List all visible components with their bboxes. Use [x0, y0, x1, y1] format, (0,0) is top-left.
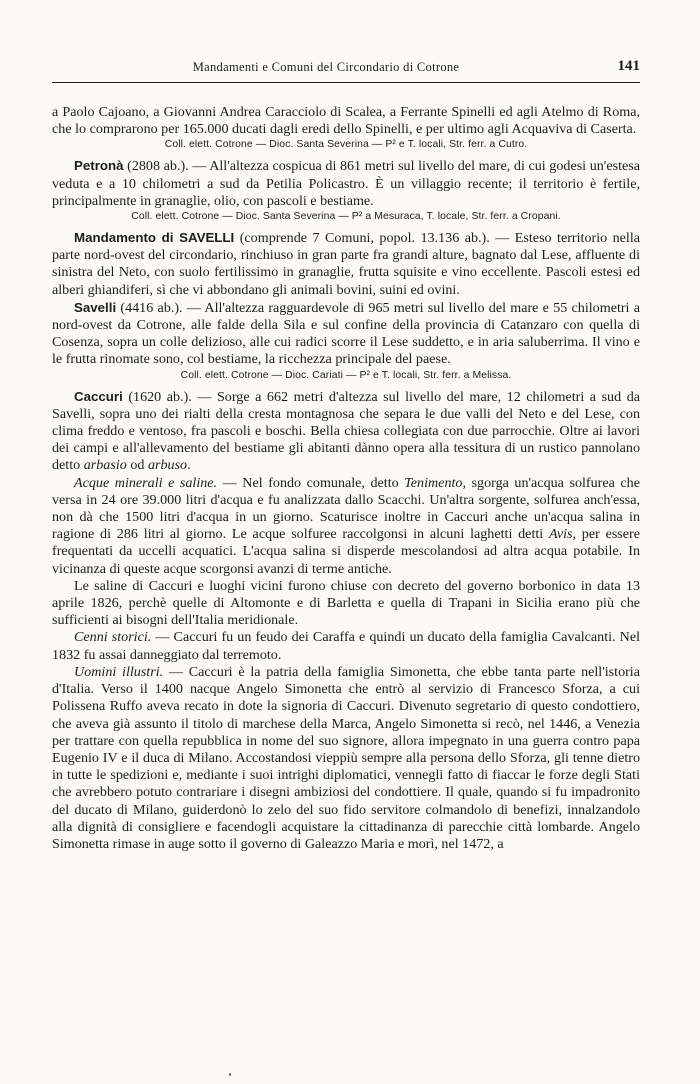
entry-text-petrona: (2808 ab.). — All'altezza cospicua di 861 metri sul livello del mare, di cui godesi un'estesa veduta e a 10 chilometri a sud da Petilia Policastro. È un villaggio recente; il territorio è fertile, principalmente in granaglie, olio, con pascoli e bestiame.	[52, 158, 640, 209]
entry-name-mandamento: Mandamento di SAVELLI	[74, 230, 235, 246]
entry-text-caccuri-2: od	[126, 457, 148, 474]
uomini-text: — Caccuri è la patria della famiglia Simonetta, che ebbe tanta parte nell'istoria d'Italia. Verso il 1400 nacque Angelo Simonetta che entrò al servizio di Francesco Sforza, a cui Polissena Ruffo aveva recato in dote la signoria di Caccuri. Divenuto segretario di questo condottiero, che aveva già assunto il titolo di marchese della Marca, Angelo Simonetta si recò, nel 1446, a Venezia per trattare con quella repubblica in nome del suo signore, allora impegnato in una guerra contro papa Eugenio IV e il duca di Milano. Accostandosi vieppiù sempre alla persona dello Sforza, gli tenne dietro in tutte le spedizioni e, mediante i suoi intrighi diplomatici, vennegli fatto di fiaccar le forze degli Stati che avrebbero potuto contrariare i disegni ambiziosi del condottiere. Il quale, quando si fu impadronito del ducato di Milano, guiderdonò lo zelo del suo fido servitore colmandolo di benefizi, innalzandolo alla dignità di consigliere e facendogli acquistare la cittadinanza di parecchie città lombarde. Angelo Simonetta rimase in auge sotto il governo di Galeazzo Maria e morì, nel 1472, a	[52, 663, 640, 852]
collegio-line-cutro: Coll. elett. Cotrone — Dioc. Santa Severina — P² e T. locali, Str. ferr. a Cutro.	[164, 139, 528, 151]
entry-savelli	[52, 299, 640, 369]
paragraph-paolo: a Paolo Cajoano, a Giovanni Andrea Caracciolo di Scalea, a Ferrante Spinelli ed agli Atelmo di Roma, che lo comprarono per 165.000 ducati dagli eredi dello Spinelli, e per ultimo agli Acquaviva di Caserta.	[52, 104, 640, 138]
term-arbasio: arbasio	[83, 457, 127, 474]
section-label-uomini: Uomini illustri.	[74, 663, 164, 680]
acque-text-3: , per essere frequentati da uccelli acquatici. L'acqua salina si disperde mescolandosi ad altra acqua potabile. In vicinanza di queste acque scorgonsi avanzi di terme antiche.	[52, 526, 640, 577]
collegio-line-petrona: Coll. elett. Cotrone — Dioc. Santa Severina — P² a Mesuraca, T. locale, Str. ferr. a Cropani.	[131, 211, 561, 223]
acque-text-2: , sgorga un'acqua solfurea che versa in 24 ore 39.000 litri d'acqua e fu analizzata dallo Scacchi. Un'altra sorgente, solfurea anch'essa, non dà che 1500 litri d'acqua in un giorno. Scaturisce inoltre in Caccuri anche un'acqua salina in ragione di 286 litri al giorno. Le acque solfuree raccolgonsi in alcuni laghetti detti	[52, 474, 640, 543]
paragraph-acque	[52, 475, 640, 578]
paragraph-uomini-illustri	[52, 664, 640, 853]
entry-text-caccuri-3: .	[187, 457, 191, 474]
entry-mandamento-savelli	[52, 229, 640, 299]
entry-text-savelli: (4416 ab.). — All'altezza ragguardevole di 965 metri sul livello del mare e 55 chilometri a nord-ovest da Cotrone, alle falde della Sila e sul confine della provincia di Catanzaro con quella di Cosenza, sopra un colle delizioso, alle cui radici scorre il Lese suddetto, e in aria saluberrima. Il vino e le frutta rinomate sono, col bestiame, la ricchezza principale del paese.	[52, 299, 640, 368]
page-number: 141	[617, 58, 640, 74]
page-body	[52, 104, 640, 853]
entry-name-savelli: Savelli	[74, 299, 117, 315]
term-tenimento: Tenimento	[404, 474, 463, 491]
entry-text-mandamento: (comprende 7 Comuni, popol. 13.136 ab.). — Esteso territorio nella parte nord-ovest del circondario, rinchiuso in gran parte fra grandi alture, bagnato dal Lese, affluente di sinistra del Neto, con suolo fertilissimo in granaglie, frutta squisite e vino eccellente. Pascoli estesi ed alberi ghiandiferi, sì che vi abbondano gli animali bovini, suini ed ovini.	[52, 230, 641, 298]
entry-petrona	[52, 157, 640, 210]
paragraph-cenni-storici	[52, 629, 640, 663]
section-label-acque: Acque minerali e saline.	[74, 474, 218, 491]
page-speck	[229, 1073, 231, 1076]
cenni-text: — Caccuri fu un feudo dei Caraffa e quindi un ducato della famiglia Cavalcanti. Nel 1832 fu assai danneggiato dal terremoto.	[52, 629, 640, 663]
entry-caccuri	[52, 388, 640, 475]
collegio-line-savelli: Coll. elett. Cotrone — Dioc. Cariati — P² e T. locali, Str. ferr. a Melissa.	[180, 369, 512, 381]
entry-text-caccuri-1: (1620 ab.). — Sorge a 662 metri d'altezza sul livello del mare, 12 chilometri a sud da Savelli, sopra uno dei rialti della cresta montagnosa che separa le due valli del Neto e del Lese, con clima freddo e ventoso, fra pascoli e boschi. Bella chiesa collegiata con due parrocchie. Oltre ai lavori dei campi e all'allevamento del bestiame gli abitanti dànno opera alla tessitura di un rustico pannolano detto	[52, 388, 640, 474]
paragraph-saline: Le saline di Caccuri e luoghi vicini furono chiuse con decreto del governo borbonico in data 13 aprile 1826, perchè quelle di Altomonte e di Barletta e quella di Trapani in Sicilia erano più che sufficienti ai bisogni dell'Italia meridionale.	[52, 577, 640, 629]
section-label-cenni: Cenni storici.	[74, 629, 152, 646]
header-title: Mandamenti e Comuni del Circondario di Cotrone	[192, 60, 460, 74]
header-rule	[52, 82, 640, 83]
running-header	[52, 58, 640, 80]
acque-text-1: — Nel fondo comunale, detto	[217, 474, 405, 491]
term-avis: Avis	[548, 526, 573, 543]
term-arbuso: arbuso	[147, 457, 188, 474]
entry-name-petrona: Petronà	[74, 158, 124, 174]
entry-name-caccuri: Caccuri	[74, 388, 123, 404]
